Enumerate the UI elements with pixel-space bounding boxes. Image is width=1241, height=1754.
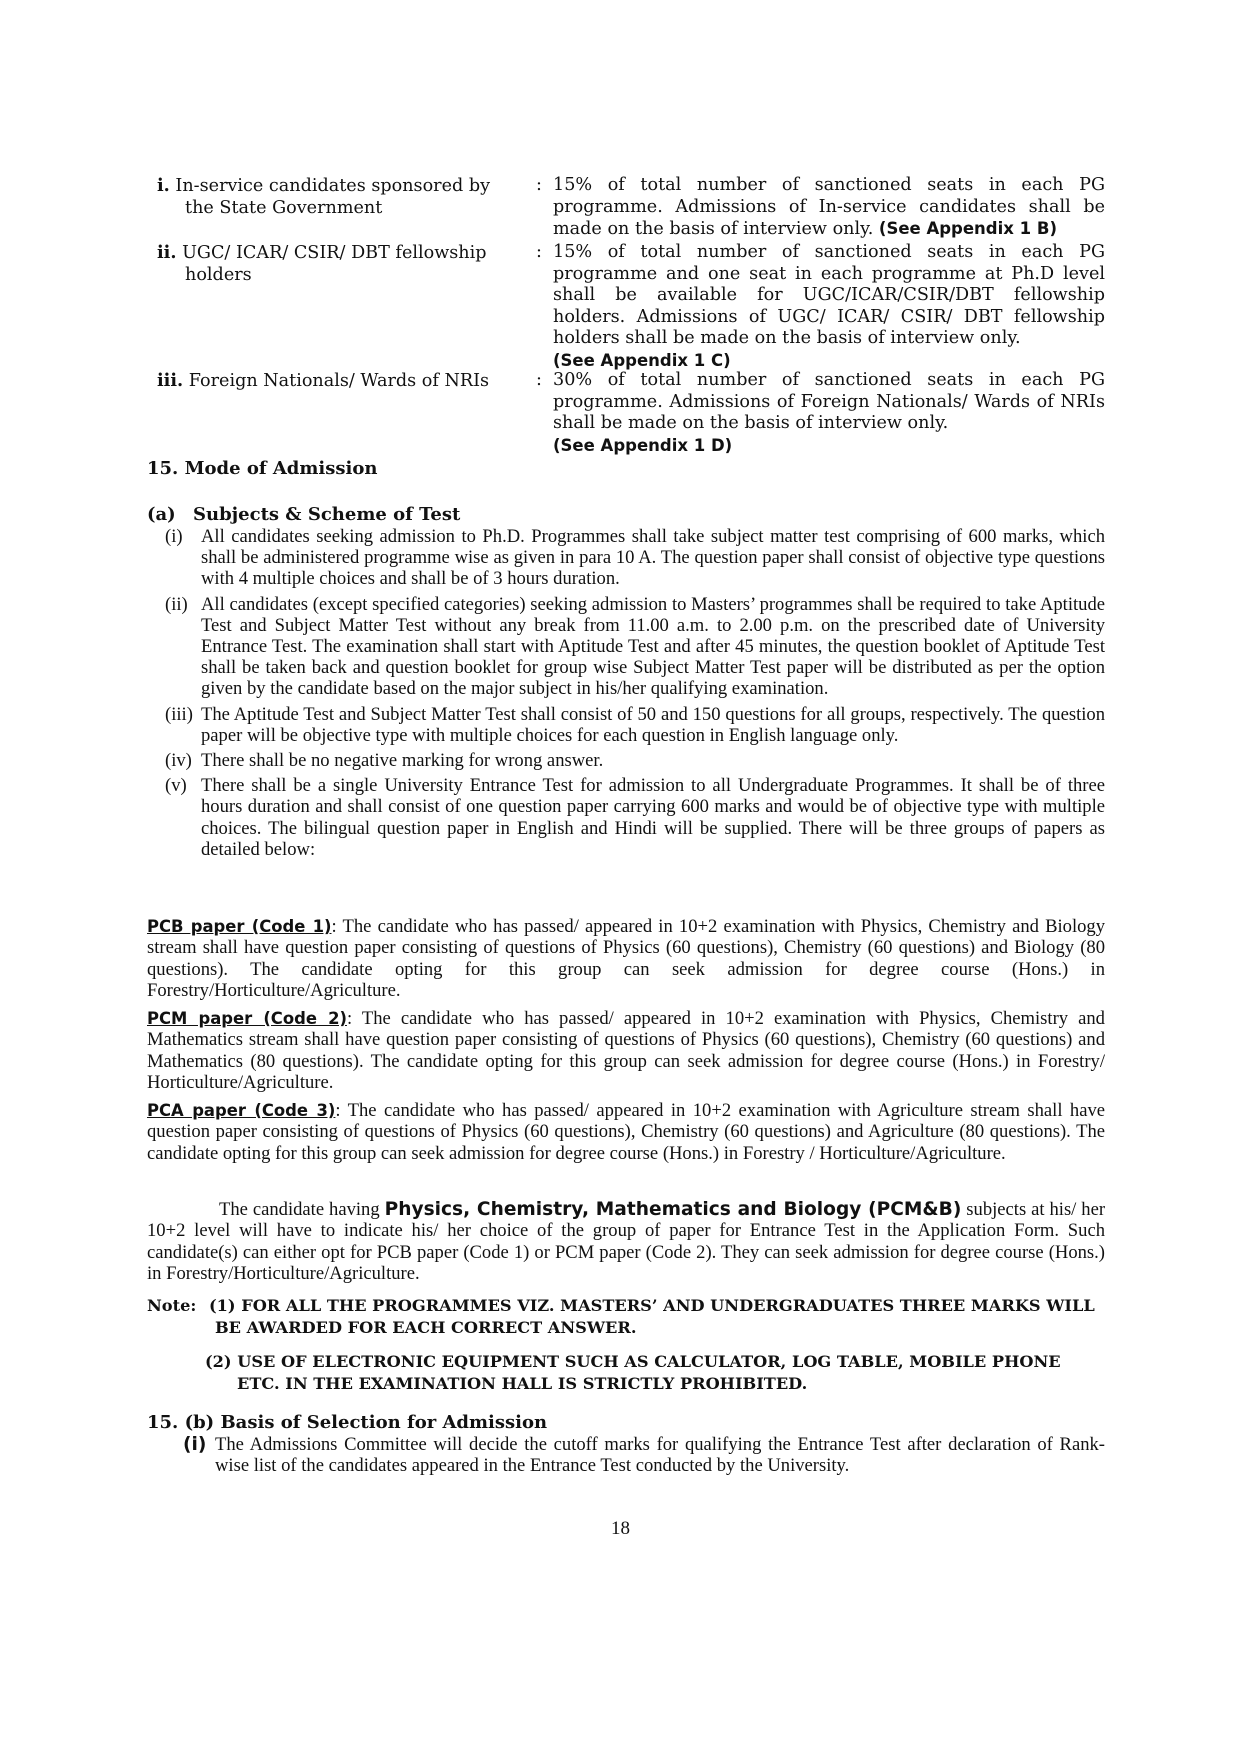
list-item: (iv) There shall be no negative marking for wrong answer. [165, 750, 604, 772]
list-item: (i) All candidates seeking admission to Ph.D. Programmes shall take subject matter test comprising of 600 marks, which shall be administered programme wise as given in para 10 A. The question paper shall consist of objective type questions with 4 multiple choices and shall be of 3 hours duration. [165, 526, 1105, 590]
paper-pca: PCA paper (Code 3): The candidate who has passed/ appeared in 10+2 examination with Agriculture stream shall have question paper consisting of questions of Physics (60 questions), Chemistry (60 questions) and Agriculture (80 questions). The candidate opting for this group can seek admission for degree course (Hons.) in Forestry / Horticulture/Agriculture. [147, 1100, 1105, 1164]
reservation-list [147, 175, 1105, 456]
reservation-label: i. In-service candidates sponsored by the State Government [157, 175, 491, 218]
appendix-ref: (See Appendix 1 D) [553, 435, 733, 455]
list-item: (ii) All candidates (except specified categories) seeking admission to Masters’ programmes shall be required to take Aptitude Test and Subject Matter Test without any break from 11.00 a.m. to 2.00 p.m. on the prescribed date of University Entrance Test. The examination shall start with Aptitude Test and after 45 minutes, the question booklet of Aptitude Test shall be taken back and question booklet for group wise Subject Matter Test paper will be distributed as per the option given by the candidate based on the major subject in his/her qualifying examination. [165, 593, 1105, 700]
list-item: (v) There shall be a single University Entrance Test for admission to all Undergraduate Programmes. It shall be of three hours duration and shall consist of one question paper carrying 600 marks and would be of objective type with multiple choices. The bilingual question paper in English and Hindi will be supplied. There will be three groups of papers as detailed below: [165, 775, 1105, 860]
scheme-of-test-list [147, 526, 1105, 864]
section-15-heading: 15. Mode of Admission [147, 458, 378, 479]
list-item: (iii) The Aptitude Test and Subject Matter Test shall consist of 50 and 150 questions for all groups, respectively. The question paper will be objective type with multiple choices for each question in English language only. [165, 703, 1105, 746]
selection-item: (i) The Admissions Committee will decide the cutoff marks for qualifying the Entrance Test after declaration of Rank-wise list of the candidates appeared in the Entrance Test conducted by the University. [183, 1434, 1105, 1477]
reservation-label: ii. UGC/ ICAR/ CSIR/ DBT fellowship holders [157, 242, 487, 285]
pcmb-paragraph: The candidate having Physics, Chemistry, Mathematics and Biology (PCM&B) subjects at his/ her 10+2 level will have to indicate his/ her choice of the group of paper for Entrance Test in the Application Form. Such candidate(s) can either opt for PCB paper (Code 1) or PCM paper (Code 2). They can seek admission for degree course (Hons.) in Forestry/Horticulture/Agriculture. [147, 1199, 1106, 1284]
section-15b-heading: 15. (b) Basis of Selection for Admission [147, 1412, 548, 1433]
reservation-row: i. In-service candidates sponsored by the State Government : 15% of total number of sanctioned seats in each PG programme. Admissions of In-service candidates shall be made on the basis of interview only. (See Appendix 1 B) [147, 175, 1105, 239]
paper-pcb: PCB paper (Code 1): The candidate who has passed/ appeared in 10+2 examination with Physics, Chemistry and Biology stream shall have question paper consisting of questions of Physics (60 questions), Chemistry (60 questions) and Biology (80 questions). The candidate opting for this group can seek admission for degree course (Hons.) in Forestry/Horticulture/Agriculture. [147, 916, 1106, 1001]
reservation-description: 15% of total number of sanctioned seats in each PG programme and one seat in each programme at Ph.D level shall be available for UGC/ICAR/CSIR/DBT fellowship holders. Admissions of UGC/ ICAR/ CSIR/ DBT fellowship holders shall be made on the basis of interview only. (See Appendix 1 C) [553, 242, 1105, 370]
note-block: Note: (1) FOR ALL THE PROGRAMMES VIZ. MASTERS’ AND UNDERGRADUATES THREE MARKS WILL BE AWARDED FOR EACH CORRECT ANSWER. (2) USE OF ELECTRONIC EQUIPMENT SUCH AS CALCULATOR, LOG TABLE, MOBILE PHONE ETC. IN THE EXAMINATION HALL IS STRICTLY PROHIBITED. [147, 1296, 1095, 1393]
reservation-row: iii. Foreign Nationals/ Wards of NRIs : 30% of total number of sanctioned seats in each PG programme. Admissions of Foreign Nationals/ Wards of NRIs shall be made on the basis of interview only. (See Appendix 1 D) [147, 370, 1105, 456]
paper-pcm: PCM paper (Code 2): The candidate who has passed/ appeared in 10+2 examination with Physics, Chemistry and Mathematics stream shall have question paper consisting of questions of Physics (60 questions), Chemistry (60 questions) and Mathematics (80 questions). The candidate opting for this group can seek admission for degree course (Hons.) in Forestry/ Horticulture/Agriculture. [147, 1008, 1105, 1093]
page-number: 18 [611, 1518, 630, 1539]
paper-label: PCA paper (Code 3) [147, 1101, 336, 1120]
paper-label: PCM paper (Code 2) [147, 1009, 347, 1028]
reservation-description: 15% of total number of sanctioned seats in each PG programme. Admissions of In-service candidates shall be made on the basis of interview only. (See Appendix 1 B) [553, 175, 1105, 239]
appendix-ref: (See Appendix 1 C) [553, 350, 731, 370]
reservation-description: 30% of total number of sanctioned seats in each PG programme. Admissions of Foreign Nationals/ Wards of NRIs shall be made on the basis of interview only. (See Appendix 1 D) [553, 370, 1105, 455]
appendix-ref: (See Appendix 1 B) [878, 219, 1057, 238]
paper-label: PCB paper (Code 1) [147, 917, 332, 936]
reservation-label: iii. Foreign Nationals/ Wards of NRIs [157, 370, 490, 391]
subsection-a-heading: (a) Subjects & Scheme of Test [147, 504, 461, 525]
reservation-row: ii. UGC/ ICAR/ CSIR/ DBT fellowship holders : 15% of total number of sanctioned seats in each PG programme and one seat in each programme at Ph.D level shall be available for UGC/ICAR/CSIR/DBT fellowship holders. Admissions of UGC/ ICAR/ CSIR/ DBT fellowship holders shall be made on the basis of interview only. (See Appendix 1 C) [147, 242, 1105, 370]
